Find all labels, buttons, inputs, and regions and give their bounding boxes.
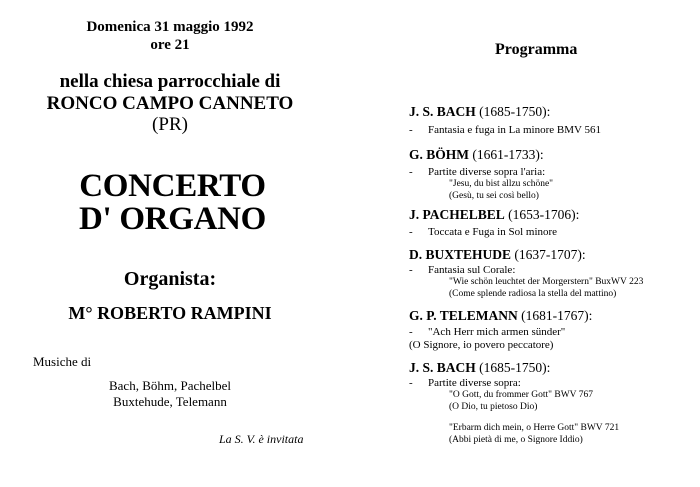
organist-label: Organista: [123, 268, 217, 290]
list-dash: - [409, 377, 413, 389]
program-item-composer [409, 247, 586, 263]
composer-name: G. BÖHM [409, 147, 469, 162]
piece-translation: (O Dio, tu pietoso Dio) [449, 402, 538, 412]
list-dash: - [409, 124, 413, 136]
organist-name: M° ROBERTO RAMPINI [68, 303, 272, 323]
piece-subtitle: "O Gott, du frommer Gott" BWV 767 [449, 390, 593, 400]
church-line: nella chiesa parrocchiale di [59, 71, 281, 92]
composer-name: J. S. BACH [409, 104, 476, 119]
piece-title: "Ach Herr mich armen sünder" [428, 326, 566, 338]
composer-name: G. P. TELEMANN [409, 308, 518, 323]
music-label: Musiche di [33, 354, 92, 369]
province: (PR) [152, 114, 188, 135]
program-item-composer [409, 360, 550, 376]
program-item-composer [409, 308, 592, 324]
composer-dates: (1637-1707): [511, 247, 586, 262]
invitation-note: La S. V. è invitata [219, 432, 304, 446]
list-dash: - [409, 326, 413, 338]
piece-translation: (Come splende radiosa la stella del mattino) [449, 289, 617, 299]
piece-translation: (Gesù, tu sei così bello) [449, 191, 539, 201]
program-item-composer [409, 207, 579, 223]
composer-name: J. PACHELBEL [409, 207, 505, 222]
composer-dates: (1685-1750): [475, 104, 551, 119]
composers-line2: Buxtehude, Telemann [113, 394, 227, 409]
program-item-composer [409, 147, 544, 163]
composer-dates: (1681-1767): [517, 308, 593, 323]
composer-name: J. S. BACH [409, 360, 476, 375]
composer-dates: (1685-1750): [475, 360, 551, 375]
piece-translation: (Abbi pietà di me, o Signore Iddio) [449, 435, 583, 445]
piece-title: Partite diverse sopra: [428, 377, 521, 389]
composers-line1: Bach, Böhm, Pachelbel [108, 378, 232, 393]
piece-subtitle: "Erbarm dich mein, o Herre Gott" BWV 721 [449, 423, 620, 433]
composer-name: D. BUXTEHUDE [409, 247, 512, 262]
piece-subtitle: "Wie schön leuchtet der Morgerstern" BuxWV 223 [449, 277, 644, 287]
concert-time: ore 21 [150, 37, 190, 53]
programme-title: Programma [495, 41, 578, 58]
piece-translation: (O Signore, io povero peccatore) [409, 339, 554, 351]
concert-date: Domenica 31 maggio 1992 [86, 19, 254, 35]
list-dash: - [409, 226, 413, 238]
program-item-composer [409, 104, 550, 120]
concert-title-line1: CONCERTO [79, 168, 266, 204]
composer-dates: (1661-1733): [469, 147, 544, 162]
piece-title: Fantasia e fuga in La minore BMV 561 [428, 124, 602, 136]
list-dash: - [409, 166, 413, 178]
piece-title: Toccata e Fuga in Sol minore [428, 226, 558, 238]
list-dash: - [409, 264, 413, 276]
place-name: RONCO CAMPO CANNETO [46, 93, 294, 114]
composer-dates: (1653-1706): [504, 207, 580, 222]
piece-subtitle: "Jesu, du bist allzu schöne" [449, 179, 554, 189]
concert-title-line2: D' ORGANO [78, 201, 267, 237]
piece-title: Partite diverse sopra l'aria: [428, 166, 546, 178]
piece-title: Fantasia sul Corale: [428, 264, 516, 276]
